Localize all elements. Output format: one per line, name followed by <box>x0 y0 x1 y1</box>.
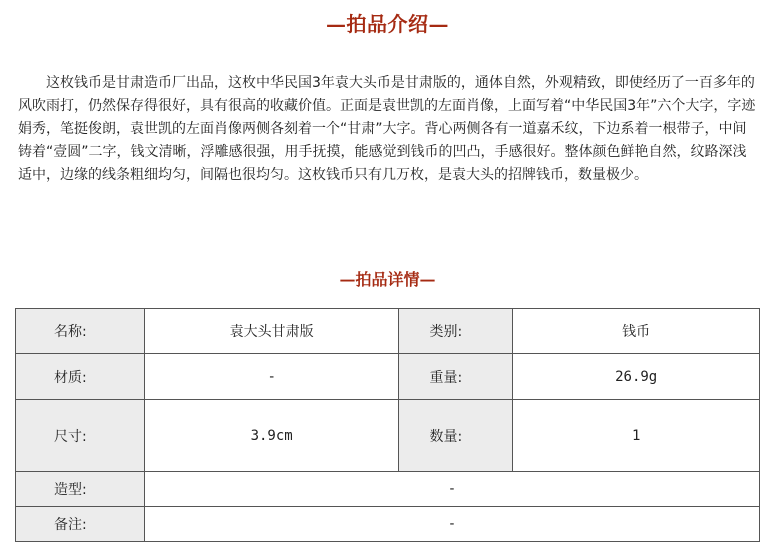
note-value: - <box>144 507 759 542</box>
table-row <box>16 400 760 472</box>
note-label: 备注: <box>16 507 145 542</box>
table-row <box>16 354 760 400</box>
category-value: 钱币 <box>513 309 760 354</box>
shape-label: 造型: <box>16 472 145 507</box>
shape-value: - <box>144 472 759 507</box>
weight-value: 26.9g <box>513 354 760 400</box>
table-row <box>16 507 760 542</box>
details-table <box>15 308 760 542</box>
material-value: - <box>144 354 399 400</box>
size-value: 3.9cm <box>144 400 399 472</box>
table-row <box>16 472 760 507</box>
table-row <box>16 309 760 354</box>
weight-label: 重量: <box>399 354 513 400</box>
auction-intro-title: —拍品介绍— <box>326 12 449 36</box>
material-label: 材质: <box>16 354 145 400</box>
name-value: 袁大头甘肃版 <box>144 309 399 354</box>
auction-intro-text: 这枚钱币是甘肃造币厂出品，这枚中华民国3年袁大头币是甘肃版的，通体自然，外观精致，即使经历了一百多年的风吹雨打，仍然保存得很好，具有很高的收藏价值。正面是袁世凯的左面肖像，上面写着“中华民国3年”六个大字，字迹娟秀，笔挺俊朗，袁世凯的左面肖像两侧各刻着一个“甘肃”大字。背心两侧各有一道嘉禾纹，下边系着一根带子，中间铸着“壹圆”二字，钱文清晰，浮雕感很强，用手抚摸，能感觉到钱币的凹凸，手感很好。整体颜色鲜艳自然，纹路深浅适中，边缘的线条粗细均匀，间隔也很均匀。这枚钱币只有几万枚，是袁大头的招牌钱币，数量极少。 <box>18 75 756 183</box>
category-label: 类别: <box>399 309 513 354</box>
name-label: 名称: <box>16 309 145 354</box>
quantity-label: 数量: <box>399 400 513 472</box>
quantity-value: 1 <box>513 400 760 472</box>
size-label: 尺寸: <box>16 400 145 472</box>
auction-details-title: —拍品详情— <box>339 270 436 289</box>
